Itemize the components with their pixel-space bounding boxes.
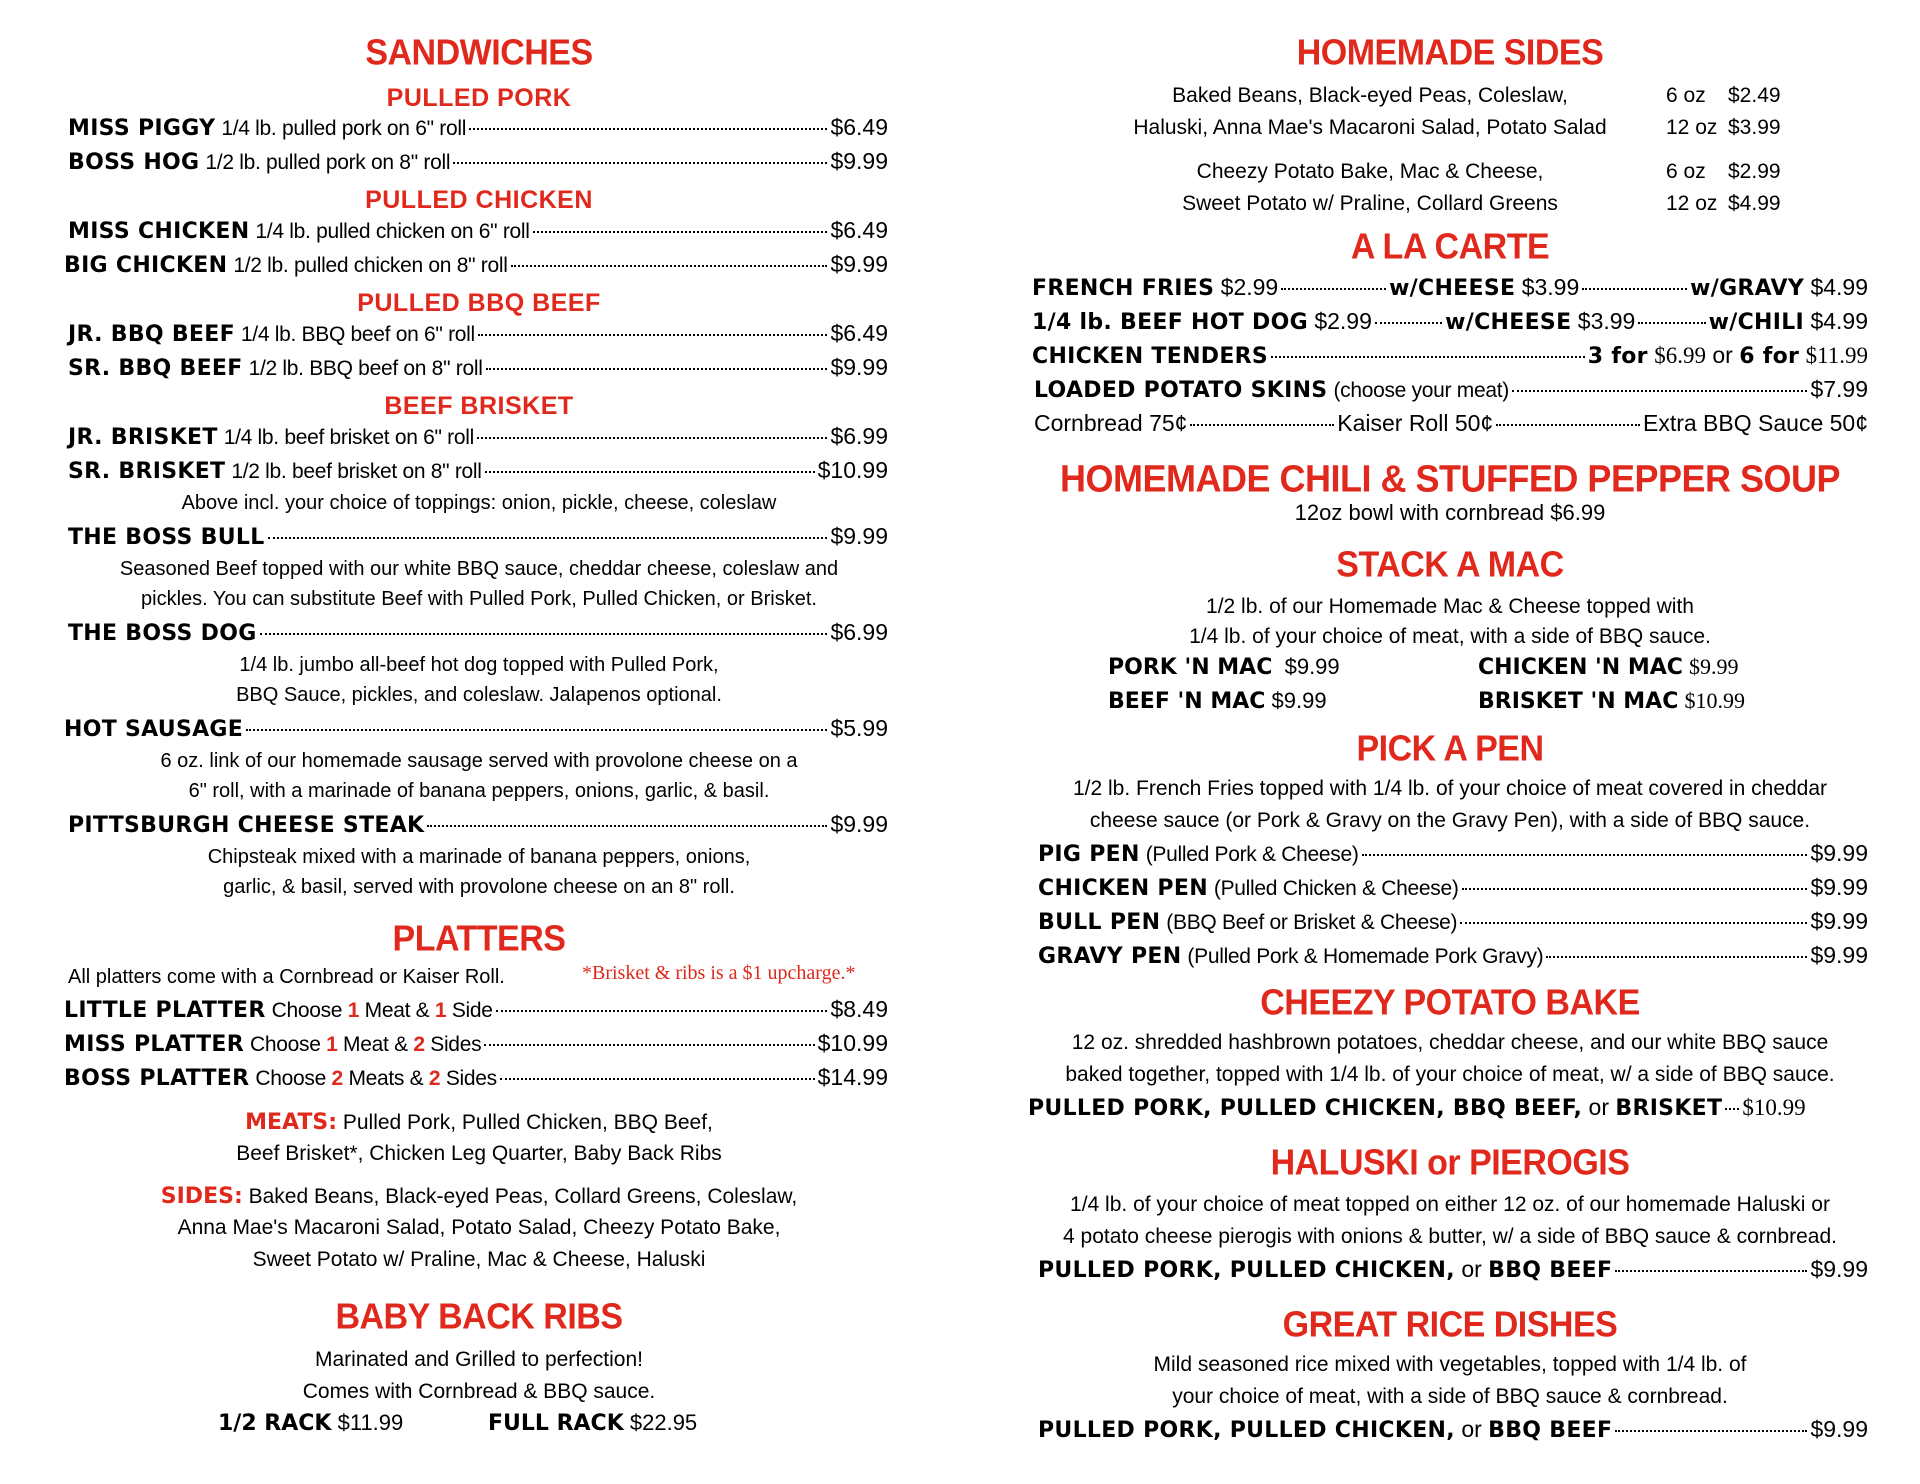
pen-desc-1: 1/2 lb. French Fries topped with 1/4 lb. of your choice of meat covered in cheddar — [1072, 777, 1828, 800]
ribs-desc-2: Comes with Cornbread & BBQ sauce. — [302, 1380, 656, 1403]
item-description: Chipsteak mixed with a marinade of banana peppers, onions, — [207, 846, 751, 868]
sandwiches-title: SANDWICHES — [365, 33, 593, 73]
beef-brisket-title: BEEF BRISKET — [384, 392, 574, 420]
full-rack: FULL RACK $22.95 — [488, 1410, 698, 1436]
pulled-chicken-title: PULLED CHICKEN — [365, 186, 593, 214]
menu-item: JR. BBQ BEEF 1/4 lb. BBQ beef on 6" roll $6.49 — [68, 320, 888, 347]
rice-desc-2: your choice of meat, with a side of BBQ sauce & cornbread. — [1172, 1385, 1728, 1408]
platter-item: MISS PLATTER Choose 1 Meat & 2 Sides $10.99 — [64, 1030, 888, 1057]
pen-item: CHICKEN PEN (Pulled Chicken & Cheese) $9.99 — [1038, 874, 1868, 901]
sides-list-3: Sweet Potato w/ Praline, Mac & Cheese, Haluski — [252, 1248, 706, 1271]
stack-title: STACK A MAC — [1336, 545, 1564, 585]
rice-choices: PULLED PORK, PULLED CHICKEN, or BBQ BEEF $9.99 — [1038, 1416, 1868, 1443]
platters-title: PLATTERS — [392, 919, 566, 959]
chicken-n-mac: CHICKEN 'N MAC $9.99 — [1478, 654, 1739, 680]
pen-item: BULL PEN (BBQ Beef or Brisket & Cheese) $9.99 — [1038, 908, 1868, 935]
menu-item: HOT SAUSAGE $5.99 — [64, 715, 888, 742]
menu-item: JR. BRISKET 1/4 lb. beef brisket on 6" roll $6.99 — [68, 423, 888, 450]
item-description: 6" roll, with a marinade of banana peppers, onions, garlic, & basil. — [188, 780, 770, 802]
pen-item: GRAVY PEN (Pulled Pork & Homemade Pork Gravy) $9.99 — [1038, 942, 1868, 969]
hotdog-row: 1/4 lb. BEEF HOT DOG $2.99 w/CHEESE $3.99 w/CHILI $4.99 — [1032, 308, 1868, 335]
rice-desc-1: Mild seasoned rice mixed with vegetables, topped with 1/4 lb. of — [1153, 1353, 1747, 1376]
brisket-n-mac: BRISKET 'N MAC $10.99 — [1478, 688, 1745, 714]
menu-item: SR. BRISKET 1/2 lb. beef brisket on 8" roll $10.99 — [68, 457, 888, 484]
stack-desc-1: 1/2 lb. of our Homemade Mac & Cheese topped with — [1206, 595, 1694, 618]
menu-item: MISS CHICKEN 1/4 lb. pulled chicken on 6" roll $6.49 — [68, 217, 888, 244]
menu-item: BOSS HOG 1/2 lb. pulled pork on 8" roll $9.99 — [68, 148, 888, 175]
platter-item: LITTLE PLATTER Choose 1 Meat & 1 Side $8.49 — [64, 996, 888, 1023]
beef-n-mac: BEEF 'N MAC $9.99 — [1108, 688, 1327, 714]
potato-title: CHEEZY POTATO BAKE — [1260, 983, 1640, 1023]
item-description: garlic, & basil, served with provolone cheese on an 8" roll. — [223, 876, 735, 898]
menu-item: MISS PIGGY 1/4 lb. pulled pork on 6" roll $6.49 — [68, 114, 888, 141]
haluski-choices: PULLED PORK, PULLED CHICKEN, or BBQ BEEF $9.99 — [1038, 1256, 1868, 1283]
pulled-bbq-beef-title: PULLED BBQ BEEF — [357, 289, 601, 317]
item-description: 6 oz. link of our homemade sausage served with provolone cheese on a — [160, 750, 798, 772]
sides-group-2-prices: 6 oz $2.99 12 oz $4.99 — [1666, 160, 1781, 215]
meats-list: MEATS: Pulled Pork, Pulled Chicken, BBQ Beef, — [245, 1110, 713, 1135]
a-la-carte-title: A LA CARTE — [1350, 227, 1550, 267]
potato-desc-1: 12 oz. shredded hashbrown potatoes, cheddar cheese, and our white BBQ sauce — [1071, 1031, 1829, 1054]
pulled-pork-title: PULLED PORK — [386, 84, 572, 112]
pork-n-mac: PORK 'N MAC $9.99 — [1108, 654, 1340, 680]
potato-desc-2: baked together, topped with 1/4 lb. of your choice of meat, w/ a side of BBQ sauce. — [1065, 1063, 1835, 1086]
meats-list-2: Beef Brisket*, Chicken Leg Quarter, Baby Back Ribs — [236, 1142, 722, 1165]
sides-group-2: Cheezy Potato Bake, Mac & Cheese, Sweet Potato w/ Praline, Collard Greens — [1182, 160, 1558, 215]
chili-title: HOMEMADE CHILI & STUFFED PEPPER SOUP — [1059, 456, 1841, 500]
rice-title: GREAT RICE DISHES — [1282, 1305, 1618, 1345]
pen-desc-2: cheese sauce (or Pork & Gravy on the Gravy Pen), with a side of BBQ sauce. — [1089, 809, 1811, 832]
haluski-desc-2: 4 potato cheese pierogis with onions & butter, w/ a side of BBQ sauce & cornbread. — [1063, 1225, 1837, 1248]
item-description: Seasoned Beef topped with our white BBQ sauce, cheddar cheese, coleslaw and — [119, 558, 839, 580]
platter-item: BOSS PLATTER Choose 2 Meats & 2 Sides $14.99 — [64, 1064, 888, 1091]
sides-list: SIDES: Baked Beans, Black-eyed Peas, Collard Greens, Coleslaw, — [160, 1184, 798, 1209]
menu-item: THE BOSS DOG $6.99 — [68, 619, 888, 646]
menu-item: SR. BBQ BEEF 1/2 lb. BBQ beef on 8" roll $9.99 — [68, 354, 888, 381]
chili-desc: 12oz bowl with cornbread $6.99 — [1294, 500, 1606, 525]
menu-item: PITTSBURGH CHEESE STEAK $9.99 — [68, 811, 888, 838]
platters-intro: All platters come with a Cornbread or Kaiser Roll. — [68, 966, 505, 988]
skins-row: LOADED POTATO SKINS (choose your meat) $7.99 — [1034, 376, 1868, 403]
item-description: BBQ Sauce, pickles, and coleslaw. Jalapenos optional. — [236, 684, 722, 706]
potato-choices: PULLED PORK, PULLED CHICKEN, BBQ BEEF, or BRISKET $10.99 — [1028, 1094, 1806, 1121]
haluski-desc-1: 1/4 lb. of your choice of meat topped on either 12 oz. of our homemade Haluski or — [1070, 1193, 1830, 1216]
sides-list-2: Anna Mae's Macaroni Salad, Potato Salad, Cheezy Potato Bake, — [177, 1216, 781, 1239]
ribs-title: BABY BACK RIBS — [335, 1297, 623, 1337]
stack-desc-2: 1/4 lb. of your choice of meat, with a side of BBQ sauce. — [1189, 625, 1711, 648]
toppings-note: Above incl. your choice of toppings: onion, pickle, cheese, coleslaw — [181, 492, 777, 514]
homemade-sides-title: HOMEMADE SIDES — [1296, 33, 1604, 73]
tenders-row: CHICKEN TENDERS 3 for $6.99 or 6 for $11.99 — [1032, 342, 1868, 369]
haluski-title: HALUSKI or PIEROGIS — [1270, 1143, 1630, 1183]
sides-group-1: Baked Beans, Black-eyed Peas, Coleslaw, Haluski, Anna Mae's Macaroni Salad, Potato Salad — [1133, 84, 1607, 139]
half-rack: 1/2 RACK $11.99 — [218, 1410, 404, 1436]
pen-title: PICK A PEN — [1356, 729, 1544, 769]
menu-item: THE BOSS BULL $9.99 — [68, 523, 888, 550]
extras-row: Cornbread 75¢ Kaiser Roll 50¢ Extra BBQ Sauce 50¢ — [1034, 410, 1868, 436]
menu-item: BIG CHICKEN 1/2 lb. pulled chicken on 8" roll $9.99 — [64, 251, 888, 278]
pen-item: PIG PEN (Pulled Pork & Cheese) $9.99 — [1038, 840, 1868, 867]
item-description: pickles. You can substitute Beef with Pulled Pork, Pulled Chicken, or Brisket. — [141, 588, 817, 610]
item-description: 1/4 lb. jumbo all-beef hot dog topped with Pulled Pork, — [239, 654, 719, 676]
ribs-desc-1: Marinated and Grilled to perfection! — [314, 1348, 643, 1371]
sides-group-1-prices: 6 oz $2.49 12 oz $3.99 — [1666, 84, 1781, 139]
upcharge-note: *Brisket & ribs is a $1 upcharge.* — [582, 962, 856, 984]
fries-row: FRENCH FRIES $2.99 w/CHEESE $3.99 w/GRAVY $4.99 — [1032, 274, 1869, 301]
